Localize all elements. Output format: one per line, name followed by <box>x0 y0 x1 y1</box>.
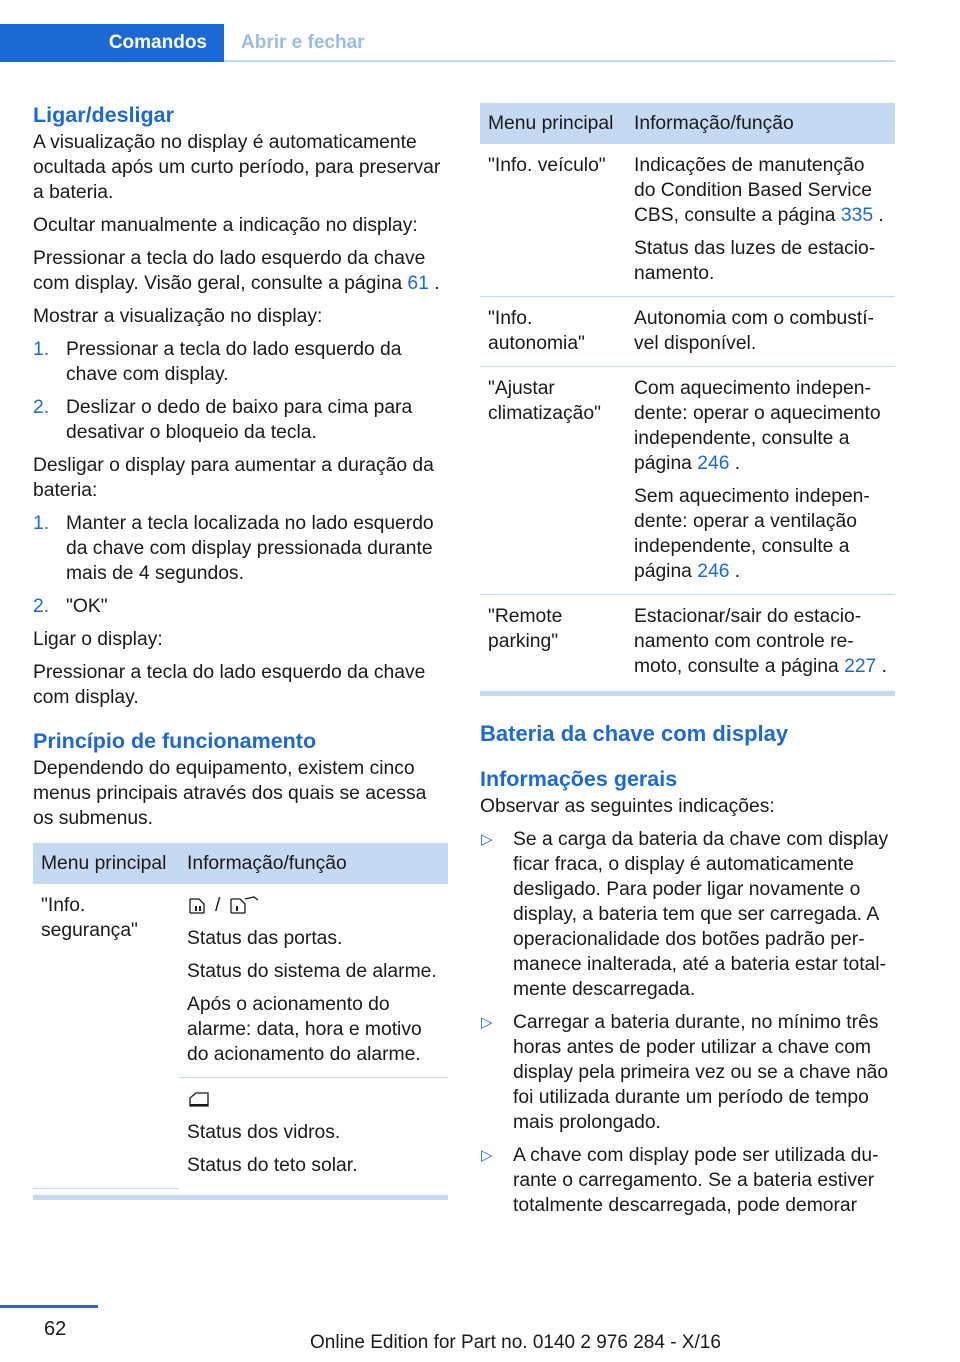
list-item: 2. Deslizar o dedo de baixo para cima para desativar o bloqueio da tecla. <box>33 397 413 443</box>
paragraph: A visualização no display é automaticamente ocultada após um curto período, para preservar a bateria. <box>33 132 441 203</box>
page-link-246[interactable]: 246 <box>697 561 730 582</box>
paragraph: Observar as seguintes indicações: <box>480 796 775 817</box>
edition-note: Online Edition for Part no. 0140 2 976 284 - X/16 <box>310 1332 721 1353</box>
table-header-menu: Menu principal <box>480 103 626 144</box>
table-header-info: Informação/função <box>179 843 448 884</box>
page-number: 62 <box>44 1318 67 1340</box>
menu-table-left <box>33 843 448 1189</box>
table-cell-info: Estacionar/sair do estacionamento com controle remoto, consulte a página 227 . <box>634 606 887 677</box>
footer-rule <box>0 1305 98 1308</box>
list-item: ▷ Carregar a bateria durante, no mínimo três horas antes de poder utilizar a chave com display pela primeira vez ou se a chave não foi utilizada durante um período de tempo mais prolongado. <box>481 1012 889 1133</box>
door-status-icons: / <box>187 893 440 918</box>
left-column <box>33 100 448 1200</box>
list-item: ▷ Se a carga da bateria da chave com display ficar fraca, o display é automaticamente desligado. Para poder ligar novamente o display, a bateria tem que ser carregada. A operacionalidade dos botões padrão permanece inalterada, até a bateria estar totalmente descarregada. <box>481 829 889 1000</box>
bullet-list <box>480 827 895 1218</box>
door-open-icon <box>228 896 260 916</box>
list-item: 2. "OK" <box>33 596 108 617</box>
door-closed-icon <box>187 896 207 916</box>
list-item: 1. Pressionar a tecla do lado esquerdo da chave com display. <box>33 339 402 385</box>
table-end-rule <box>480 691 895 696</box>
section-title-ligar-desligar: Ligar/desligar <box>33 103 174 127</box>
paragraph: Pressionar a tecla do lado esquerdo da chave com display. Visão geral, consulte a página 61 . <box>33 248 440 294</box>
table-cell-menu: "Remote parking" <box>488 606 563 652</box>
list-item: ▷ A chave com display pode ser utilizada durante o carregamento. Se a bateria estiver totalmente descarregada, pode demorar <box>481 1145 879 1216</box>
table-cell-menu: "Info. segurança" <box>33 884 179 1188</box>
paragraph: Pressionar a tecla do lado esquerdo da chave com display. <box>33 662 426 708</box>
bullet-triangle-icon: ▷ <box>481 1147 493 1164</box>
page-link-335[interactable]: 335 <box>840 205 874 226</box>
window-icon <box>187 1090 213 1110</box>
menu-table-right <box>480 103 895 689</box>
paragraph: Mostrar a visualização no display: <box>33 306 323 327</box>
paragraph: Desligar o display para aumentar a duração da bateria: <box>33 455 434 501</box>
table-header-info: Informação/função <box>626 103 895 144</box>
table-cell-menu: "Ajustar climatização" <box>480 367 626 595</box>
bullet-triangle-icon: ▷ <box>481 1014 493 1031</box>
table-cell-info: Autonomia com o combustível disponível. <box>626 297 895 367</box>
section-title-principio: Princípio de funcionamento <box>33 729 317 753</box>
page-link-61[interactable]: 61 <box>407 273 429 294</box>
subsection-title-informacoes: Informações gerais <box>480 767 678 791</box>
right-column <box>480 103 895 1226</box>
table-header-menu: Menu principal <box>33 843 179 884</box>
page-link-246[interactable]: 246 <box>697 453 730 474</box>
list-item: 1. Manter a tecla localizada no lado esquerdo da chave com display pressionada durante mais de 4 segundos. <box>33 513 434 584</box>
table-cell-info: Status dos vidros. Status do teto solar. <box>179 1078 448 1189</box>
table-cell-info: Indicações de manutenção do Condition Based Service CBS, consulte a página 335 . Status das luzes de estacionamento. <box>626 144 895 297</box>
paragraph: Ligar o display: <box>33 629 163 650</box>
table-cell-info: / Status das portas. Status do sistema de alarme. Após o acionamento do alarme: data, hora e motivo do acionamento do alarme. <box>179 884 448 1078</box>
tab-abrir-e-fechar[interactable]: Abrir e fechar <box>241 32 365 53</box>
paragraph: Ocultar manualmente a indicação no display: <box>33 215 418 236</box>
numbered-list <box>33 511 448 619</box>
tab-comandos[interactable]: Comandos <box>0 24 224 62</box>
table-cell-menu: "Info. veículo" <box>480 144 626 297</box>
page-link-227[interactable]: 227 <box>844 656 877 677</box>
numbered-list <box>33 337 448 445</box>
window-status-icons <box>187 1087 440 1112</box>
table-cell-info: Com aquecimento independente: operar o aquecimento independente, consulte a página 246 . Sem aquecimento independente: operar a ventilação independente, consulte a página 246 . <box>626 367 895 595</box>
table-cell-menu: "Info. autonomia" <box>480 297 626 367</box>
bullet-triangle-icon: ▷ <box>481 831 493 848</box>
header-tabs <box>0 24 895 62</box>
section-title-bateria: Bateria da chave com display <box>480 721 789 746</box>
table-end-rule <box>33 1195 448 1200</box>
paragraph: Dependendo do equipamento, existem cinco menus principais através dos quais se acessa os submenus. <box>33 758 427 829</box>
